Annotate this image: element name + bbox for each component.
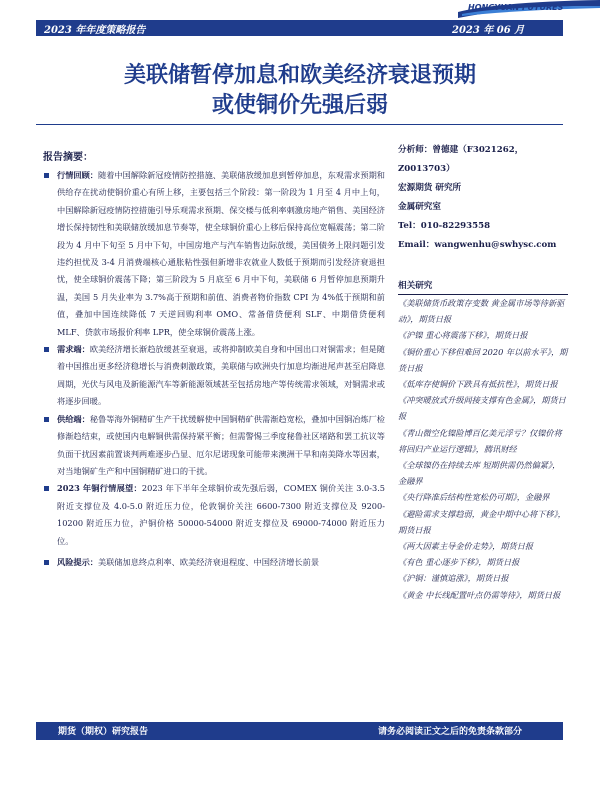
analyst-dept: 金属研究室: [398, 202, 441, 212]
related-research-heading: 相关研究: [398, 279, 568, 295]
related-item[interactable]: 《央行降准后结构性宽松仍可期》，金融界: [398, 492, 550, 503]
summary-item-demand: [43, 341, 385, 411]
sidebar: [398, 141, 568, 603]
bullet-icon: [44, 417, 49, 422]
related-item[interactable]: 《黄金 中长线配置叶点仍需等待》，期货日报: [398, 589, 561, 600]
related-item[interactable]: 《低库存使铜价下跌具有抵抗性》，期货日报: [398, 379, 558, 390]
summary-item-outlook: [43, 480, 385, 550]
related-item[interactable]: 《美联储货币政策存变数 黄金属市场等待新驱动》，期货日报: [398, 298, 565, 325]
summary-keyword: 供给端：: [57, 413, 90, 424]
bullet-icon: [44, 347, 49, 352]
summary-section: [43, 148, 385, 571]
footer-left-label: 期货（期权）研究报告: [58, 727, 149, 737]
report-title-line-1: 美联储暂停加息和欧美经济衰退预期: [123, 63, 476, 88]
report-date: 2023 年 06 月: [452, 25, 525, 36]
summary-heading: 报告摘要：: [43, 152, 93, 163]
summary-text: 2023 年下半年全球铜价或先强后弱，COMEX 铜价关注 3.0-3.5 附近支撑位及 4.0-5.0 附近压力位，伦敦铜价关注 6600-7300 附近支撑位及 9200-10200 附近压力位，沪铜价格 50000-54000 附近支撑位及 69000-74000 附近压力位。: [57, 483, 386, 546]
analyst-email[interactable]: Email：wangwenhu@swhysc.com: [398, 240, 557, 250]
related-item[interactable]: 《有色 重心逐步下移》，期货日报: [398, 557, 520, 568]
related-item[interactable]: 《两大因素主导金价走势》，期货日报: [398, 541, 534, 552]
summary-text: 秘鲁等海外铜精矿生产干扰缓解使中国铜精矿供需渐趋宽松，叠加中国铜冶炼厂检修渐趋结束，或使国内电解铜供需保持紧平衡；但需警惕三季度秘鲁社区堵路和罢工抗议等负面干扰因素前置谈判两难逐步凸显、厄尔尼诺现象可能带来澳洲干旱和南美降水等因素，对当地铜矿生产和中国铜精矿进口的干扰。: [57, 413, 385, 476]
summary-keyword: 风险提示：: [57, 556, 98, 567]
summary-item-supply: [43, 411, 385, 481]
analyst-tel: Tel：010-82293558: [398, 221, 491, 231]
related-item[interactable]: 《全球镍仍在持续去库 短期供需仍然偏紧》，金融界: [398, 460, 561, 487]
summary-text: 美联储加息终点利率、欧美经济衰退程度、中国经济增长前景: [97, 556, 320, 567]
related-item[interactable]: 《铜价重心下移但难回 2020 年以前水平》，期货日报: [398, 346, 568, 373]
bullet-icon: [44, 486, 49, 491]
summary-text: 欧美经济增长渐趋放缓甚至衰退，或将抑制欧美自身和中国出口对铜需求；但是随着中国推出更多经济稳增长与消费刺激政策，美联储与欧洲央行加息均渐进尾声甚至启降息周期，光伏与风电及新能源汽车等新能源领域甚至包括房地产等传统需求领域，对铜需求或将逐步回暖。: [57, 344, 385, 407]
report-type-label: 2023 年年度策略报告: [44, 25, 146, 36]
related-item[interactable]: 《冲突暖放式升级间接支撑有色金属》，期货日报: [398, 395, 566, 422]
summary-keyword: 行情回顾：: [57, 170, 98, 180]
logo-text: HONGYUAN FUTURES: [468, 3, 564, 12]
related-item[interactable]: 《青山微空化镍险博百亿美元浮亏？仅镍价将将回归产业运行逻辑》，腾讯财经: [398, 427, 562, 454]
analyst-team: 宏源期货 研究所: [398, 183, 462, 193]
bullet-icon: [44, 173, 49, 178]
footer-disclaimer: 请务必阅读正文之后的免责条款部分: [378, 727, 523, 737]
analyst-name: 分析师：曾德建（F3021262，Z0013703）: [398, 145, 524, 174]
summary-item-market-review: [43, 167, 385, 341]
summary-item-risk: [43, 554, 385, 571]
summary-keyword: 2023 年铜行情展望：: [57, 483, 142, 494]
summary-keyword: 需求端：: [57, 344, 90, 355]
title-divider: [36, 124, 563, 125]
bullet-icon: [44, 560, 49, 565]
summary-text: 随着中国解除新冠疫情防控措施、美联储放缓加息到暂停加息，东观需求预期和供给存在扰动使铜价重心有所上移，主要包括三个阶段：第一阶段为 1 月至 4 月中上旬，中国解除新冠疫情防控措施引导乐观需求预期、保交楼与低利率刺激房地产销售、美国经济增长保持韧性和美联储放缓加息节奏等，使全球铜价重心上移后保持高位宽幅震荡；第二阶段为 4 月中下旬至 5 月中下旬，中国房地产与汽车销售边际放缓，美国债务上限问题引发违约担忧及 3-4 月消费端核心通胀粘性强但新增非农就业人数低于预期而引发经济衰退担忧，使全球铜价震荡下降；第三阶段为 5 月底至 6 月中下旬，美联储 6 月暂停加息预期升温，美国 5 月失业率为 3.7%高于预期和前值、消费者物价指数 CPI 为 4%低于预期和前值，叠加中国连续降低 7 天逆回购利率 OMO、常备借贷便利 SLF、中期借贷便利 MLF、贷款市场报价利率 LPR，使全球铜价震荡上涨。: [57, 170, 385, 337]
related-item[interactable]: 《沪镍 重心将震荡下移》，期货日报: [398, 330, 528, 341]
related-item[interactable]: 《避险需求支撑趋弱，黄金中期中心将下移》，期货日报: [398, 508, 566, 535]
report-title-line-2: 或使铜价先强后弱: [211, 93, 388, 118]
related-item[interactable]: 《沪铜：谨慎追涨》，期货日报: [398, 573, 509, 584]
